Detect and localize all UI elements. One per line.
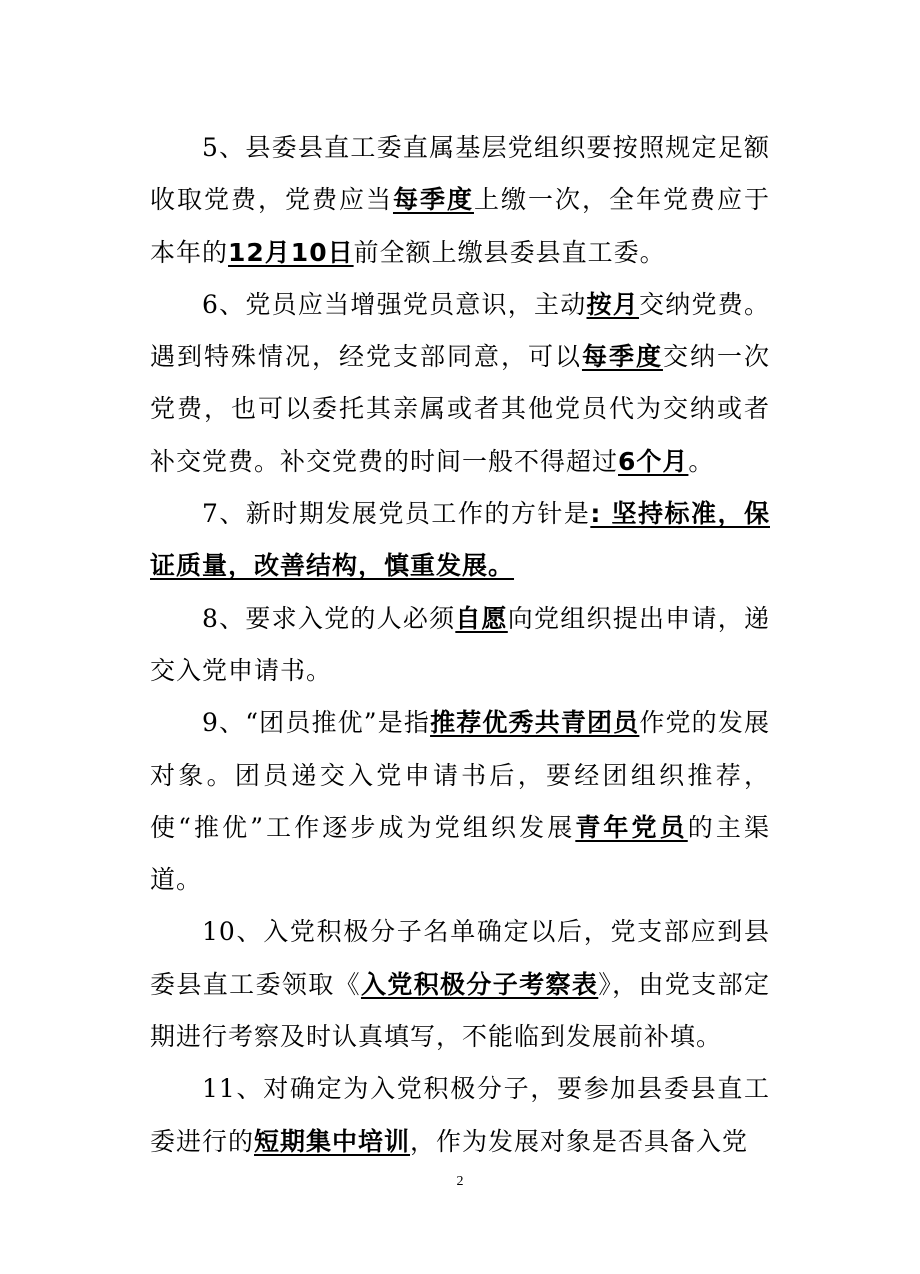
page-number: 2	[456, 1174, 464, 1189]
paragraph-text: 7、新时期发展党员工作的方针是	[202, 499, 591, 529]
paragraph-text: 向党组织提出申请，递交入党申请书。	[150, 603, 770, 685]
underlined-key-term: 每季度	[392, 185, 474, 215]
paragraph	[150, 122, 770, 279]
paragraph-text: 作党的发展对象。团员递交入党申请书后，要经团组织推荐，使“推优”工作逐步成为党组织发展	[150, 708, 770, 842]
paragraph-text: ，作为发展对象是否具备入党	[410, 1126, 749, 1156]
underlined-key-term: : 坚持标准，保证质量，改善结构，慎重发展。	[150, 499, 770, 581]
underlined-key-term: 短期集中培训	[254, 1126, 411, 1156]
paragraph-text: 前全额上缴县委县直工委。	[353, 237, 666, 267]
paragraph-text: 交纳一次党费，也可以委托其亲属或者其他党员代为交纳或者补交党费。补交党费的时间一般不得超过	[150, 342, 770, 476]
paragraph	[150, 593, 770, 698]
underlined-key-term: 推荐优秀共青团员	[430, 708, 640, 738]
paragraph-text: 11、对确定为入党积极分子，要参加县委县直工委进行的	[150, 1074, 770, 1156]
paragraph	[150, 697, 770, 906]
paragraph-text: 9、“团员推优”是指	[202, 708, 431, 738]
paragraph-text: 10、入党积极分子名单确定以后，党支部应到县委县直工委领取《	[150, 917, 770, 999]
underlined-key-term: 自愿	[455, 603, 508, 633]
paragraph	[150, 1063, 770, 1168]
paragraph-text: 8、要求入党的人必须	[202, 603, 456, 633]
underlined-key-term: 青年党员	[575, 812, 688, 842]
paragraph-text: 6、党员应当增强党员意识，主动	[202, 289, 587, 319]
paragraph-text: 交纳党费。遇到特殊情况，经党支部同意，可以	[150, 289, 770, 372]
paragraph-text: 5、县委县直工委直属基层党组织要按照规定足额收取党费，党费应当	[150, 133, 770, 215]
underlined-key-term: 12月10日	[228, 237, 354, 267]
paragraph-text: 》，由党支部定期进行考察及时认真填写，不能临到发展前补填。	[150, 969, 770, 1052]
underlined-key-term: 按月	[586, 289, 639, 319]
paragraph	[150, 279, 770, 488]
paragraph-text: 的主渠道。	[150, 812, 770, 895]
underlined-key-term: 入党积极分子考察表	[360, 969, 599, 999]
document-body	[150, 122, 770, 1168]
underlined-key-term: 每季度	[581, 342, 663, 372]
underlined-key-term: 6个月	[618, 446, 689, 476]
paragraph	[150, 488, 770, 593]
paragraph	[150, 906, 770, 1063]
paragraph-text: 。	[688, 446, 715, 476]
paragraph-text: 上缴一次，全年党费应于本年的	[150, 185, 770, 267]
